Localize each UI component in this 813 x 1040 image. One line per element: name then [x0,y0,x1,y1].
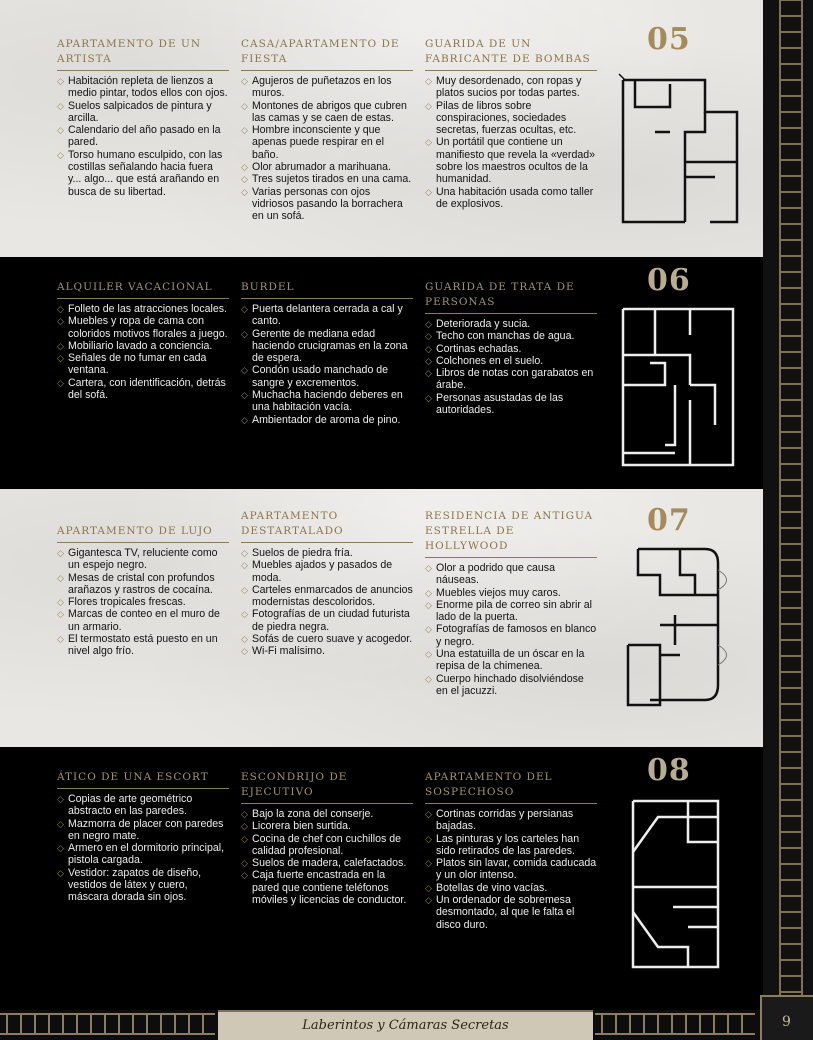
list-item: ◇ Sofás de cuero suave y acogedor. [241,633,413,645]
list-item: ◇ Condón usado manchado de sangre y excrementos. [241,364,413,389]
column-artist-apartment [57,37,229,198]
list-item: ◇ Mazmorra de placer con paredes en negro mate. [57,818,229,843]
footer-greek-key-right [595,1013,755,1035]
list-item: ◇ Caja fuerte encastrada en la pared que contiene teléfonos móviles y licencias de conductor. [241,869,413,906]
list-item: ◇ Deteriorada y sucia. [425,318,597,330]
list-item: ◇ Bajo la zona del conserje. [241,808,413,820]
column-title: APARTAMENTO DE LUJO [57,509,229,543]
floor-plan-05 [615,72,745,227]
item-list [241,547,413,658]
list-item: ◇ Vestidor: zapatos de diseño, vestidos de látex y cuero, máscara dorada sin ojos. [57,867,229,904]
item-list [241,808,413,906]
section-number: 06 [647,263,691,298]
list-item: ◇ Mesas de cristal con profundos arañazos y rastros de cocaína. [57,572,229,597]
list-item: ◇ Una habitación usada como taller de explosivos. [425,186,597,211]
list-item: ◇ Flores tropicales frescas. [57,596,229,608]
list-item: ◇ Habitación repleta de lienzos a medio pintar, todos ellos con ojos. [57,75,229,100]
list-item: ◇ Cocina de chef con cuchillos de calidad profesional. [241,833,413,858]
column-trafficking-lair [425,280,597,416]
section-number: 07 [647,503,691,538]
column-title: APARTAMENTO DESTARTALADO [241,509,413,543]
item-list [57,547,229,658]
list-item: ◇ Platos sin lavar, comida caducada y un olor intenso. [425,857,597,882]
list-item: ◇ Folleto de las atracciones locales. [57,303,229,315]
column-title: ÁTICO DE UNA ESCORT [57,770,229,789]
list-item: ◇ Copias de arte geométrico abstracto en las paredes. [57,793,229,818]
list-item: ◇ Mobiliario lavado a conciencia. [57,340,229,352]
list-item: ◇ Tres sujetos tirados en una cama. [241,173,413,185]
list-item: ◇ Gerente de mediana edad haciendo crucigramas en la zona de espera. [241,328,413,365]
list-item: ◇ Cartera, con identificación, detrás del sofá. [57,377,229,402]
column-suspect-apartment [425,770,597,931]
item-list [425,562,597,697]
list-item: ◇ Libros de notas con garabatos en árabe. [425,367,597,392]
list-item: ◇ Marcas de conteo en el muro de un armario. [57,608,229,633]
column-bomb-maker-lair [425,37,597,210]
list-item: ◇ Armero en el dormitorio principal, pistola cargada. [57,842,229,867]
column-shabby-apartment [241,509,413,658]
column-title: APARTAMENTO DEL SOSPECHOSO [425,770,597,804]
list-item: ◇ Un ordenador de sobremesa desmontado, al que le falta el disco duro. [425,894,597,931]
column-vacation-rental [57,280,229,401]
list-item: ◇ Muebles ajados y pasados de moda. [241,559,413,584]
list-item: ◇ Las pinturas y los carteles han sido retirados de las paredes. [425,833,597,858]
column-party-house [241,37,413,223]
list-item: ◇ Varias personas con ojos vidriosos pasando la borrachera en un sofá. [241,186,413,223]
item-list [425,75,597,210]
list-item: ◇ Gigantesca TV, reluciente como un espejo negro. [57,547,229,572]
column-escort-attic [57,770,229,904]
list-item: ◇ Botellas de vino vacías. [425,882,597,894]
footer-title: Laberintos y Cámaras Secretas [302,1018,509,1033]
column-title: GUARIDA DE UN FABRICANTE DE BOMBAS [425,37,597,71]
footer-greek-key-left [0,1013,215,1035]
list-item: ◇ Cortinas echadas. [425,343,597,355]
column-brothel [241,280,413,426]
list-item: ◇ Wi-Fi malísimo. [241,645,413,657]
list-item: ◇ Hombre inconsciente y que apenas puede respirar en el baño. [241,124,413,161]
floor-plan-07 [620,545,745,710]
list-item: ◇ Suelos salpicados de pintura y arcilla. [57,100,229,125]
column-title: CASA/APARTAMENTO DE FIESTA [241,37,413,71]
greek-key-border [779,0,803,1000]
item-list [57,793,229,904]
list-item: ◇ Carteles enmarcados de anuncios modernistas descoloridos. [241,584,413,609]
list-item: ◇ Cortinas corridas y persianas bajadas. [425,808,597,833]
column-title: GUARIDA DE TRATA DE PERSONAS [425,280,597,314]
list-item: ◇ Cuerpo hinchado disolviéndose en el jacuzzi. [425,673,597,698]
list-item: ◇ Olor a podrido que causa náuseas. [425,562,597,587]
column-luxury-apartment [57,509,229,658]
column-title: APARTAMENTO DE UN ARTISTA [57,37,229,71]
section-08 [0,747,763,1010]
column-executive-hideout [241,770,413,906]
list-item: ◇ Colchones en el suelo. [425,355,597,367]
list-item: ◇ Calendario del año pasado en la pared. [57,124,229,149]
list-item: ◇ Techo con manchas de agua. [425,330,597,342]
list-item: ◇ Suelos de madera, calefactados. [241,857,413,869]
list-item: ◇ Una estatuilla de un óscar en la repisa de la chimenea. [425,648,597,673]
item-list [241,303,413,426]
list-item: ◇ Muy desordenado, con ropas y platos sucios por todas partes. [425,75,597,100]
item-list [425,318,597,416]
list-item: ◇ Fotografías de famosos en blanco y negro. [425,623,597,648]
section-05 [0,0,763,257]
list-item: ◇ Agujeros de puñetazos en los muros. [241,75,413,100]
list-item: ◇ Personas asustadas de las autoridades. [425,392,597,417]
list-item: ◇ Olor abrumador a marihuana. [241,161,413,173]
list-item: ◇ Fotografías de un ciudad futurista de piedra negra. [241,608,413,633]
list-item: ◇ Pilas de libros sobre conspiraciones, sociedades secretas, fuerzas ocultas, etc. [425,100,597,137]
page-number: 9 [782,1014,791,1030]
floor-plan-08 [628,797,723,972]
column-title: ESCONDRIJO DE EJECUTIVO [241,770,413,804]
section-07 [0,489,763,747]
column-title: BURDEL [241,280,413,299]
list-item: ◇ Puerta delantera cerrada a cal y canto. [241,303,413,328]
list-item: ◇ Señales de no fumar en cada ventana. [57,352,229,377]
list-item: ◇ Muebles viejos muy caros. [425,587,597,599]
section-number: 08 [647,753,691,788]
item-list [57,75,229,198]
item-list [241,75,413,223]
section-number: 05 [647,22,691,57]
list-item: ◇ Un portátil que contiene un manifiesto que revela la «verdad» sobre los maestros ocultos de la humanidad. [425,136,597,185]
list-item: ◇ Licorera bien surtida. [241,820,413,832]
column-hollywood-residence [425,509,597,697]
list-item: ◇ Suelos de piedra fría. [241,547,413,559]
column-title: ALQUILER VACACIONAL [57,280,229,299]
list-item: ◇ Muchacha haciendo deberes en una habitación vacía. [241,389,413,414]
item-list [57,303,229,401]
list-item: ◇ El termostato está puesto en un nivel algo frío. [57,633,229,658]
list-item: ◇ Torso humano esculpido, con las costillas señalando hacia fuera y... algo... que está arañando en busca de su libertad. [57,149,229,198]
floor-plan-06 [615,305,740,470]
list-item: ◇ Enorme pila de correo sin abrir al lado de la puerta. [425,599,597,624]
item-list [425,808,597,931]
list-item: ◇ Muebles y ropa de cama con coloridos motivos florales a juego. [57,315,229,340]
footer-title-box [218,1010,593,1040]
column-title: RESIDENCIA DE ANTIGUA ESTRELLA DE HOLLYWOOD [425,509,597,558]
section-06 [0,257,763,489]
list-item: ◇ Ambientador de aroma de pino. [241,414,413,426]
list-item: ◇ Montones de abrigos que cubren las camas y se caen de estas. [241,100,413,125]
